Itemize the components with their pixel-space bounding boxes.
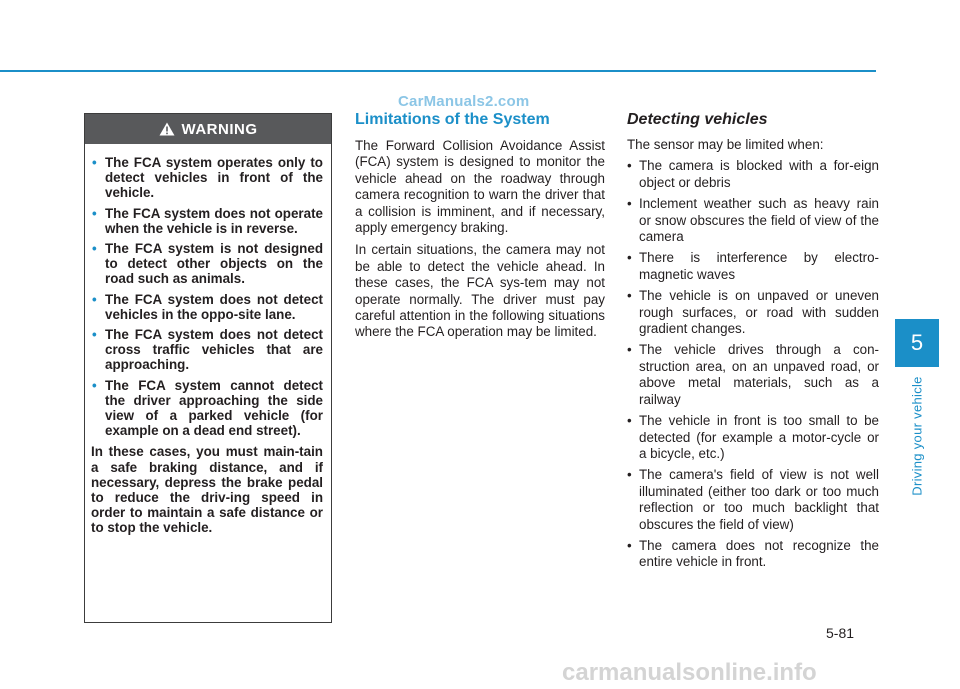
header-rule bbox=[0, 70, 876, 72]
warning-box bbox=[84, 113, 332, 623]
warning-item: • The FCA system does not detect cross traffic vehicles that are approaching. bbox=[92, 327, 323, 373]
warning-title: WARNING bbox=[181, 120, 258, 138]
detecting-section bbox=[627, 111, 879, 576]
list-item: • The camera's field of view is not well illuminated (either too dark or too much reflection or too much backlight that obscures the field of view) bbox=[627, 467, 879, 532]
list-item: • The camera is blocked with a for-eign object or debris bbox=[627, 158, 879, 190]
body-paragraph: In certain situations, the camera may not be able to detect the vehicle ahead. In these cases, the FCA sys-tem may not operate normally. The driver must pay careful attention in the following situations where the FCA operation may be limited. bbox=[355, 242, 605, 340]
warning-body bbox=[85, 144, 331, 536]
warning-closing: In these cases, you must main-tain a safe braking distance, and if necessary, depress the brake pedal to reduce the driv-ing speed in order to maintain a safe distance or to stop the vehicle. bbox=[91, 444, 323, 536]
list-item: • The vehicle is on unpaved or uneven rough surfaces, or road with sudden gradient changes. bbox=[627, 288, 879, 337]
section-title: Limitations of the System bbox=[355, 111, 550, 128]
warning-header bbox=[85, 114, 331, 144]
intro-text: The sensor may be limited when: bbox=[627, 137, 824, 152]
chapter-label: Driving your vehicle bbox=[909, 376, 925, 496]
limitations-section bbox=[355, 111, 605, 347]
list-item: • The vehicle drives through a con-struction area, on an unpaved road, or above metal materials, such as a railway bbox=[627, 342, 879, 407]
warning-item: • The FCA system does not detect vehicles in the oppo-site lane. bbox=[92, 291, 323, 322]
warning-item: • The FCA system is not designed to detect other objects on the road such as animals. bbox=[92, 241, 323, 287]
page-number: 5-81 bbox=[826, 625, 855, 641]
list-item: • Inclement weather such as heavy rain or snow obscures the field of view of the camera bbox=[627, 196, 879, 245]
warning-item: • The FCA system cannot detect the driver approaching the side view of a parked vehicle (for example on a dead end street). bbox=[92, 377, 323, 439]
list-item: • There is interference by electro-magnetic waves bbox=[627, 250, 879, 282]
watermark-bottom[interactable]: carmanualsonline.info bbox=[562, 659, 817, 686]
list-item: • The vehicle in front is too small to be detected (for example a motor-cycle or a bicycle, etc.) bbox=[627, 413, 879, 461]
subsection-title: Detecting vehicles bbox=[627, 111, 768, 128]
warning-item: • The FCA system operates only to detect vehicles in front of the vehicle. bbox=[92, 155, 323, 201]
chapter-tab: 5 bbox=[895, 319, 939, 367]
list-item: • The camera does not recognize the entire vehicle in front. bbox=[627, 537, 879, 570]
warning-item: • The FCA system does not operate when the vehicle is in reverse. bbox=[92, 205, 323, 236]
warning-triangle-icon bbox=[159, 122, 175, 136]
warning-list bbox=[91, 155, 323, 438]
body-paragraph: The Forward Collision Avoidance Assist (FCA) system is designed to monitor the vehicle ahead on the roadway through camera recognition to warn the driver that a collision is imminent, and if necessary, apply emergency braking. bbox=[355, 138, 605, 236]
watermark-top[interactable]: CarManuals2.com bbox=[398, 93, 530, 110]
condition-list bbox=[627, 158, 879, 570]
